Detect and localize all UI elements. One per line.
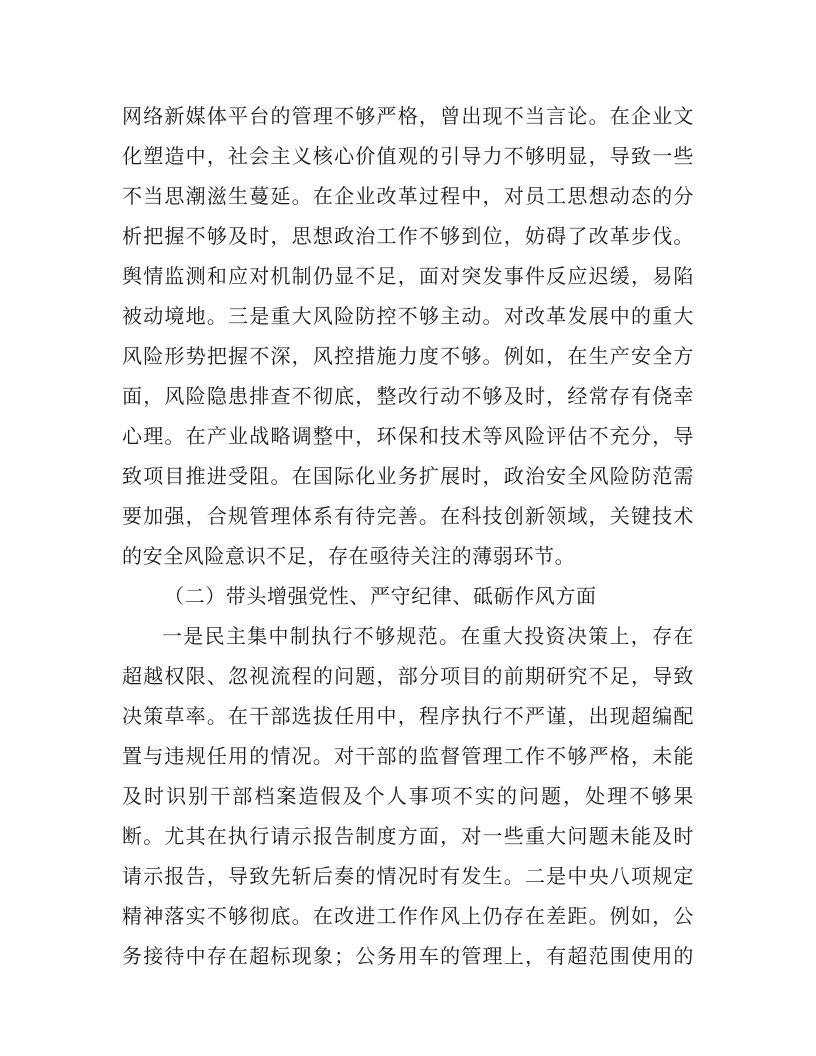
paragraph-line: 断。尤其在执行请示报告制度方面，对一些重大问题未能及时 (122, 824, 694, 848)
paragraph-line: 心理。在产业战略调整中，环保和技术等风险评估不充分，导 (122, 424, 694, 448)
document-body (122, 96, 694, 976)
paragraph-line: 的安全风险意识不足，存在亟待关注的薄弱环节。 (122, 544, 576, 568)
paragraph-line: 风险形势把握不深，风控措施力度不够。例如，在生产安全方 (122, 344, 694, 368)
paragraph-line: 置与违规任用的情况。对干部的监督管理工作不够严格，未能 (122, 744, 694, 768)
paragraph-line: 超越权限、忽视流程的问题，部分项目的前期研究不足，导致 (122, 664, 694, 688)
paragraph-line: 不当思潮滋生蔓延。在企业改革过程中，对员工思想动态的分 (122, 184, 694, 208)
paragraph-line: 致项目推进受阻。在国际化业务扩展时，政治安全风险防范需 (122, 464, 694, 488)
paragraph-line: 析把握不够及时，思想政治工作不够到位，妨碍了改革步伐。 (122, 224, 694, 248)
paragraph-line: 被动境地。三是重大风险防控不够主动。对改革发展中的重大 (122, 304, 694, 328)
paragraph-line: 化塑造中，社会主义核心价值观的引导力不够明显，导致一些 (122, 144, 694, 168)
paragraph-line: 一是民主集中制执行不够规范。在重大投资决策上，存在 (162, 624, 694, 648)
paragraph-line: 网络新媒体平台的管理不够严格，曾出现不当言论。在企业文 (122, 104, 694, 128)
paragraph-line: 舆情监测和应对机制仍显不足，面对突发事件反应迟缓，易陷 (122, 264, 694, 288)
section-heading: （二）带头增强党性、严守纪律、砥砺作风方面 (164, 584, 597, 608)
paragraph-line: 请示报告，导致先斩后奏的情况时有发生。二是中央八项规定 (122, 864, 694, 888)
paragraph-line: 面，风险隐患排查不彻底，整改行动不够及时，经常存有侥幸 (122, 384, 694, 408)
paragraph-line: 决策草率。在干部选拔任用中，程序执行不严谨，出现超编配 (122, 704, 694, 728)
paragraph-line: 精神落实不够彻底。在改进工作作风上仍存在差距。例如，公 (122, 904, 694, 928)
paragraph-line: 及时识别干部档案造假及个人事项不实的问题，处理不够果 (122, 784, 694, 808)
paragraph-line: 要加强，合规管理体系有待完善。在科技创新领域，关键技术 (122, 504, 694, 528)
paragraph-line: 务接待中存在超标现象；公务用车的管理上，有超范围使用的 (122, 944, 694, 968)
